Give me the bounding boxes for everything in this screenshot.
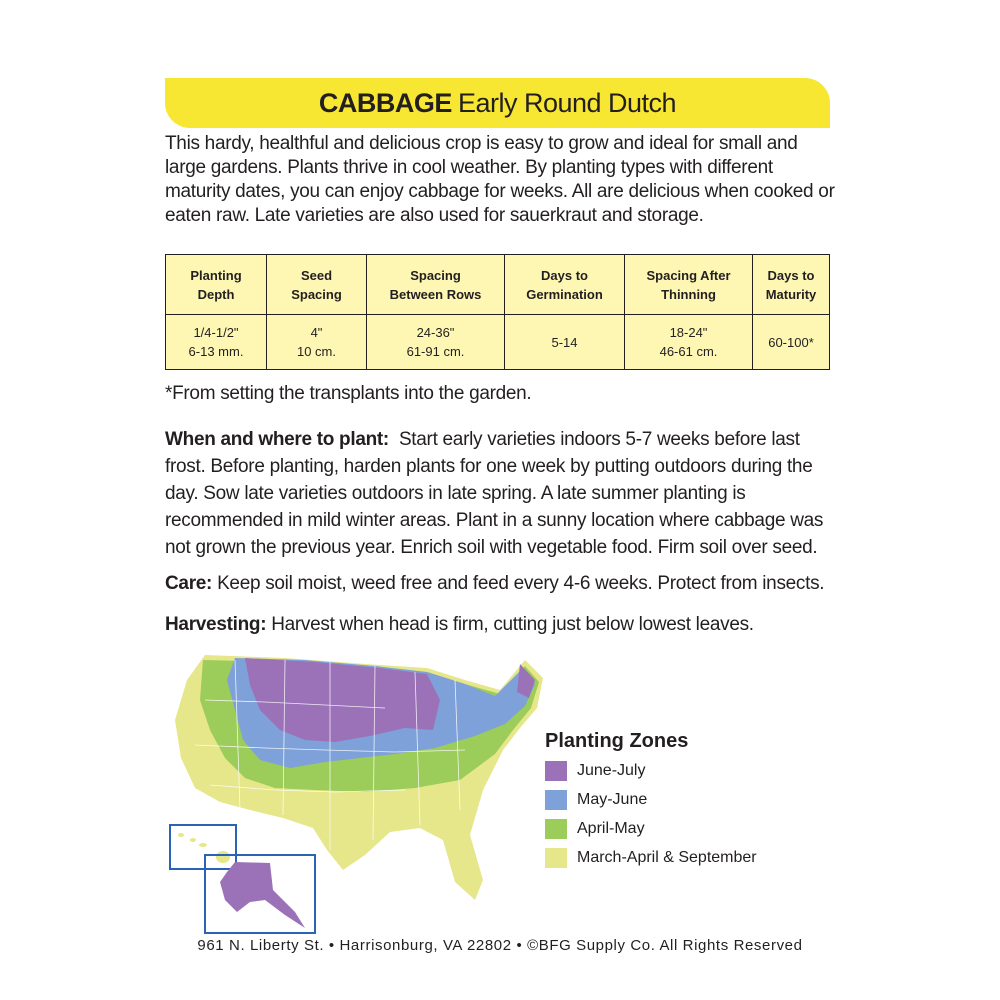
header-spacing-after-thinning: Spacing After Thinning (625, 255, 753, 315)
table-header-row (166, 255, 830, 315)
legend-item-may-june (545, 785, 757, 814)
header-seed-spacing: Seed Spacing (267, 255, 367, 315)
footer-address: 961 N. Liberty St. • Harrisonburg, VA 22802 • ©BFG Supply Co. All Rights Reserved (197, 937, 803, 954)
value-seed-spacing: 4" 10 cm. (267, 315, 367, 370)
alaska-shape (220, 862, 305, 928)
header-planting-depth: Planting Depth (166, 255, 267, 315)
title-banner (165, 78, 830, 128)
harvesting-text: Harvest when head is firm, cutting just below lowest leaves. (271, 614, 754, 635)
planting-zones-legend (545, 730, 757, 872)
value-days-to-maturity: 60-100* (753, 315, 830, 370)
legend-item-june-july (545, 756, 757, 785)
care-label: Care: (165, 573, 213, 594)
harvesting-label: Harvesting: (165, 614, 267, 635)
legend-label: May-June (577, 790, 648, 808)
table-row (166, 315, 830, 370)
planting-specs-table (165, 254, 830, 370)
header-days-to-maturity: Days to Maturity (753, 255, 830, 315)
legend-swatch (545, 848, 567, 868)
legend-item-april-may (545, 814, 757, 843)
when-where-paragraph (165, 426, 837, 561)
legend-label: June-July (577, 761, 646, 779)
legend-label: April-May (577, 819, 645, 837)
legend-title: Planting Zones (545, 730, 689, 752)
product-name: CABBAGE (318, 87, 452, 118)
care-paragraph (165, 570, 837, 597)
usa-map-graphic (165, 650, 565, 935)
legend-label: March-April & September (577, 848, 757, 866)
legend-swatch (545, 761, 567, 781)
value-spacing-between-rows: 24-36" 61-91 cm. (367, 315, 505, 370)
legend-swatch (545, 790, 567, 810)
header-days-to-germination: Days to Germination (505, 255, 625, 315)
header-spacing-between-rows: Spacing Between Rows (367, 255, 505, 315)
when-where-label: When and where to plant: (165, 429, 389, 450)
planting-zones-map (165, 650, 565, 935)
value-days-to-germination: 5-14 (505, 315, 625, 370)
footnote: *From setting the transplants into the garden. (165, 383, 532, 404)
when-where-text: Start early varieties indoors 5-7 weeks before last frost. Before planting, harden plants for one week by putting outdoors during the day. Sow late varieties outdoors in late spring. A late summer planting is recommended in mild winter areas. Plant in a sunny location where cabbage was not grown the previous year. Enrich soil with vegetable food. Firm soil over seed. (165, 429, 824, 558)
care-text: Keep soil moist, weed free and feed every 4-6 weeks. Protect from insects. (217, 573, 825, 594)
legend-swatch (545, 819, 567, 839)
variety-name: Early Round Dutch (457, 87, 677, 118)
harvesting-paragraph (165, 611, 837, 638)
value-planting-depth: 1/4-1/2" 6-13 mm. (166, 315, 267, 370)
value-spacing-after-thinning: 18-24" 46-61 cm. (625, 315, 753, 370)
intro-paragraph: This hardy, healthful and delicious crop is easy to grow and ideal for small and large gardens. Plants thrive in cool weather. By planting types with different maturity dates, you can enjoy cabbage for weeks. All are delicious when cooked or eaten raw. Late varieties are also used for sauerkraut and storage. (165, 133, 835, 226)
legend-item-march-april-september (545, 843, 757, 872)
